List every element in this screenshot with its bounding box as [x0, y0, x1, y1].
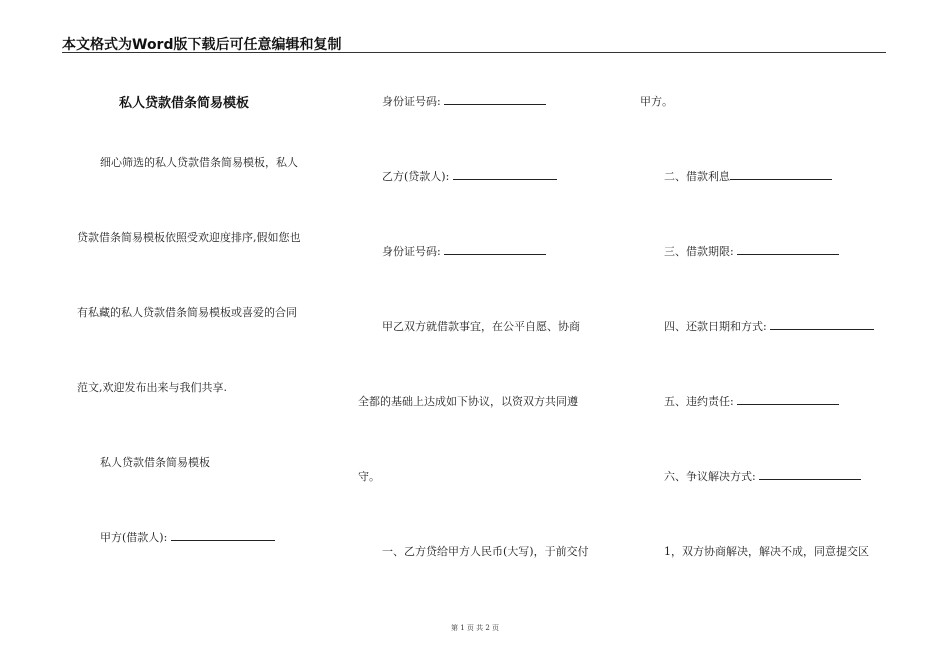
field-label: 三、借款期限:	[664, 245, 738, 258]
paragraph-line: 范文,欢迎发布出来与我们共享.	[77, 381, 227, 394]
field-label: 甲方(借款人):	[100, 531, 171, 544]
paragraph-line: 甲方。	[640, 95, 673, 108]
paragraph-line: 一、乙方贷给甲方人民币(大写)，于前交付	[382, 545, 589, 558]
fill-blank-line	[444, 94, 546, 105]
paragraph-line: 1，双方协商解决，解决不成，同意提交区	[664, 545, 869, 558]
field-label: 六、争议解决方式:	[664, 470, 760, 483]
form-field-liability	[664, 393, 839, 409]
fill-blank-line	[759, 469, 861, 480]
fill-blank-line	[770, 319, 874, 330]
fill-blank-line	[171, 530, 275, 541]
paragraph-line: 甲乙双方就借款事宜，在公平自愿、协商	[382, 320, 580, 333]
subheading-line: 私人贷款借条简易模板	[100, 456, 210, 469]
form-field-term	[664, 243, 839, 259]
field-label: 身份证号码:	[382, 245, 445, 258]
document-header-title: 本文格式为Word版下载后可任意编辑和复制	[62, 37, 342, 53]
paragraph-line: 贷款借条简易模板依照受欢迎度排序,假如您也	[77, 231, 301, 244]
fill-blank-line	[444, 244, 546, 255]
form-field-repayment	[664, 318, 874, 334]
form-field-dispute	[664, 468, 861, 484]
fill-blank-line	[453, 169, 557, 180]
paragraph-line: 全都的基础上达成如下协议，以资双方共同遵	[358, 395, 578, 408]
paragraph-line: 细心筛选的私人贷款借条简易模板，私人	[100, 156, 298, 169]
form-field-id-number	[382, 243, 546, 259]
field-label: 身份证号码:	[382, 95, 445, 108]
form-field-id-number	[382, 93, 546, 109]
fill-blank-line	[737, 244, 839, 255]
field-label: 四、还款日期和方式:	[664, 320, 771, 333]
form-field-interest	[664, 168, 832, 184]
fill-blank-line	[737, 394, 839, 405]
document-title: 私人贷款借条简易模板	[119, 96, 250, 111]
field-label: 二、借款利息	[664, 170, 730, 183]
page-number-footer: 第 1 页 共 2 页	[450, 624, 500, 632]
header-divider	[62, 52, 886, 53]
form-field-lender	[382, 168, 557, 184]
paragraph-line: 守。	[358, 470, 380, 483]
fill-blank-line	[730, 169, 832, 180]
field-label: 乙方(贷款人):	[382, 170, 453, 183]
form-field-borrower	[100, 529, 275, 545]
field-label: 五、违约责任:	[664, 395, 738, 408]
paragraph-line: 有私藏的私人贷款借条简易模板或喜爱的合同	[77, 306, 297, 319]
